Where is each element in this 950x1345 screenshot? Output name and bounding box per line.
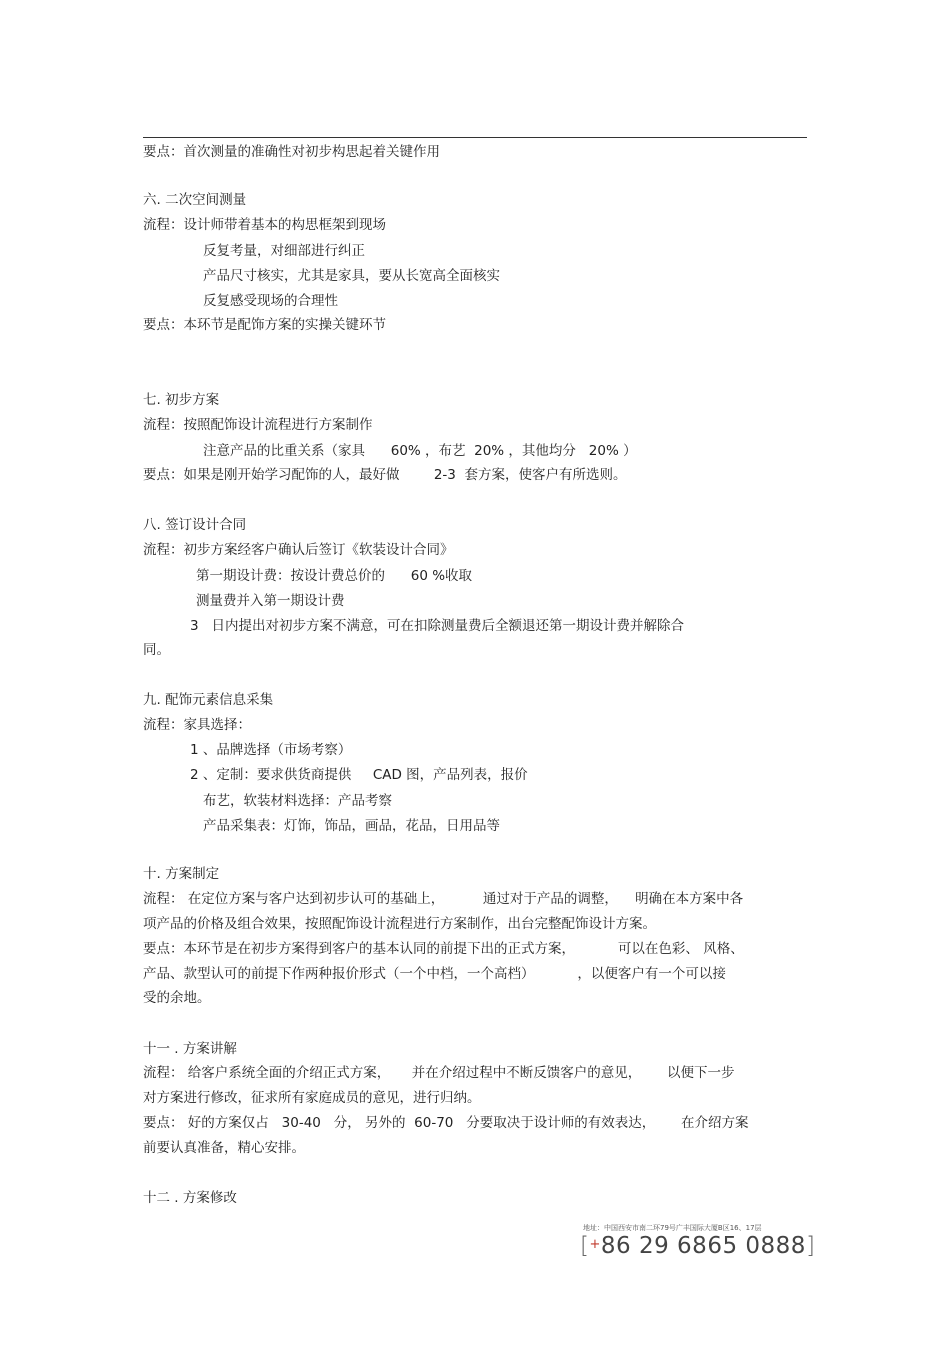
text-line: 要点：首次测量的准确性对初步构思起着关键作用 — [143, 144, 440, 160]
text-line: 七. 初步方案 — [143, 392, 220, 408]
text-line: 十. 方案制定 — [143, 866, 220, 882]
text-line: 流程： 给客户系统全面的介绍正式方案， 并在介绍过程中不断反馈客户的意见， 以便下一步 — [143, 1065, 735, 1081]
text-line: 流程：初步方案经客户确认后签订《软装设计合同》 — [143, 542, 454, 558]
text-line: 十二 . 方案修改 — [143, 1190, 237, 1206]
text-line: 流程： 在定位方案与客户达到初步认可的基础上， 通过对于产品的调整， 明确在本方案中各 — [143, 891, 744, 907]
text-line: 布艺，软装材料选择：产品考察 — [203, 793, 392, 809]
text-line: 项产品的价格及组合效果，按照配饰设计流程进行方案制作，出台完整配饰设计方案。 — [143, 916, 656, 932]
text-line: 六. 二次空间测量 — [143, 192, 247, 208]
plus-sign: + — [589, 1237, 601, 1252]
bracket-close: ] — [805, 1233, 816, 1259]
text-line: 要点：本环节是配饰方案的实操关键环节 — [143, 317, 386, 333]
text-line: 2 、定制：要求供货商提供 CAD 图，产品列表，报价 — [190, 767, 528, 783]
text-line: 要点：如果是刚开始学习配饰的人，最好做 2-3 套方案，使客户有所选则。 — [143, 467, 627, 483]
footer-phone — [580, 1233, 815, 1259]
text-line: 产品尺寸核实，尤其是家具，要从长宽高全面核实 — [203, 268, 500, 284]
text-line: 流程：按照配饰设计流程进行方案制作 — [143, 417, 373, 433]
text-line: 反复感受现场的合理性 — [203, 293, 338, 309]
text-line: 3 日内提出对初步方案不满意，可在扣除测量费后全额退还第一期设计费并解除合 — [190, 618, 684, 634]
text-line: 要点： 好的方案仅占 30-40 分， 另外的 60-70 分要取决于设计师的有效表达， 在介绍方案 — [143, 1115, 749, 1131]
text-line: 流程：设计师带着基本的构思框架到现场 — [143, 217, 386, 233]
text-line: 九. 配饰元素信息采集 — [143, 692, 274, 708]
header-rule — [143, 137, 807, 138]
text-line: 前要认真准备，精心安排。 — [143, 1140, 305, 1156]
footer-address: 地址：中国西安市南二环79号广丰国际大厦B区16、17层 — [583, 1224, 762, 1232]
text-line: 同。 — [143, 642, 170, 658]
text-line: 产品、款型认可的前提下作两种报价形式（一个中档，一个高档） ，以便客户有一个可以接 — [143, 966, 726, 982]
text-line: 产品采集表：灯饰，饰品，画品，花品，日用品等 — [203, 818, 500, 834]
text-line: 流程：家具选择： — [143, 717, 251, 733]
text-line: 要点：本环节是在初步方案得到客户的基本认同的前提下出的正式方案， 可以在色彩、 风格、 — [143, 941, 744, 957]
text-line: 1 、品牌选择（市场考察） — [190, 742, 352, 758]
text-line: 测量费并入第一期设计费 — [196, 593, 345, 609]
text-line: 十一 . 方案讲解 — [143, 1041, 237, 1057]
text-line: 受的余地。 — [143, 990, 211, 1006]
text-line: 反复考量，对细部进行纠正 — [203, 243, 365, 259]
text-line: 第一期设计费：按设计费总价的 60 %收取 — [196, 568, 473, 584]
text-line: 八. 签订设计合同 — [143, 517, 247, 533]
text-line: 对方案进行修改，征求所有家庭成员的意见，进行归纳。 — [143, 1090, 481, 1106]
phone-number: 86 29 6865 0888 — [600, 1233, 806, 1259]
bracket-open: [ — [580, 1233, 590, 1259]
text-line: 注意产品的比重关系（家具 60% ，布艺 20% ，其他均分 20% ） — [203, 443, 637, 459]
